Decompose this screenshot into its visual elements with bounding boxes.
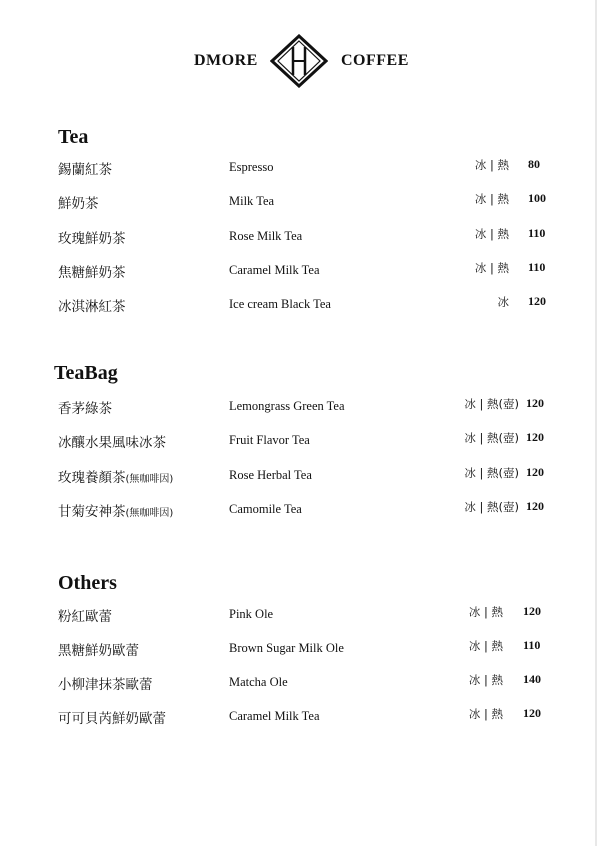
item-caffeine-note: (無咖啡因) — [125, 474, 174, 485]
item-english-name: Rose Milk Tea — [229, 229, 303, 243]
item-english-name: Pink Ole — [229, 607, 274, 621]
item-price: 110 — [523, 638, 541, 652]
item-chinese-name — [58, 397, 112, 417]
item-english-name: Milk Tea — [229, 194, 275, 208]
item-chinese-name-text: 焦糖鮮奶茶 — [58, 265, 126, 281]
item-chinese-name-text: 粉紅歐蕾 — [58, 609, 112, 625]
item-english-name: Caramel Milk Tea — [229, 263, 320, 277]
item-chinese-name-text: 鮮奶茶 — [58, 196, 99, 212]
item-english-name: Ice cream Black Tea — [229, 297, 331, 311]
item-english-name: Rose Herbal Tea — [229, 468, 312, 482]
item-chinese-name-text: 冰釀水果風味冰茶 — [58, 435, 166, 451]
item-english-name: Espresso — [229, 160, 274, 174]
item-caffeine-note: (無咖啡因) — [125, 508, 174, 519]
item-english-name: Lemongrass Green Tea — [229, 399, 345, 413]
item-price: 120 — [528, 294, 546, 308]
dmore-logo-icon — [270, 34, 328, 88]
item-chinese-name — [58, 673, 153, 693]
item-temperature-options: 冰 | 熱 — [474, 192, 509, 206]
menu-item — [0, 429, 597, 453]
item-english-name: Fruit Flavor Tea — [229, 433, 310, 447]
item-price: 120 — [526, 499, 544, 513]
item-chinese-name-text: 甘菊安神茶 — [58, 504, 126, 520]
item-price: 140 — [523, 672, 541, 686]
item-chinese-name — [58, 639, 139, 659]
item-price: 120 — [526, 430, 544, 444]
item-chinese-name-text: 玫瑰鮮奶茶 — [58, 231, 126, 247]
brand-name-left: DMORE — [194, 52, 258, 69]
menu-item — [0, 637, 597, 661]
item-temperature-options: 冰 | 熱 — [474, 261, 509, 275]
item-price: 80 — [528, 157, 540, 171]
item-price: 110 — [528, 226, 546, 240]
brand-name-right: COFFEE — [341, 52, 409, 69]
menu-item — [0, 498, 597, 522]
item-chinese-name-text: 錫蘭紅茶 — [58, 162, 112, 178]
item-chinese-name — [58, 431, 166, 451]
item-price: 120 — [526, 396, 544, 410]
item-chinese-name — [58, 605, 112, 625]
item-price: 120 — [526, 465, 544, 479]
item-price: 120 — [523, 604, 541, 618]
menu-item — [0, 156, 597, 180]
item-chinese-name-text: 冰淇淋紅茶 — [58, 299, 126, 315]
item-temperature-options: 冰 | 熱(壺) — [464, 500, 519, 514]
item-chinese-name-text: 小柳津抹茶歐蕾 — [58, 677, 153, 693]
menu-item — [0, 671, 597, 695]
item-price: 100 — [528, 191, 546, 205]
item-english-name: Matcha Ole — [229, 675, 288, 689]
item-english-name: Camomile Tea — [229, 502, 302, 516]
item-chinese-name — [58, 192, 99, 212]
item-chinese-name — [58, 295, 126, 315]
item-chinese-name — [58, 466, 173, 486]
item-chinese-name — [58, 261, 126, 281]
section-title: Others — [58, 572, 117, 594]
item-chinese-name — [58, 158, 112, 178]
item-english-name: Caramel Milk Tea — [229, 709, 320, 723]
item-chinese-name-text: 玫瑰養顏茶 — [58, 470, 126, 486]
item-price: 110 — [528, 260, 546, 274]
menu-item — [0, 293, 597, 317]
item-chinese-name — [58, 707, 166, 727]
menu-item — [0, 603, 597, 627]
section-title: Tea — [58, 126, 89, 148]
item-chinese-name — [58, 500, 173, 520]
item-temperature-options: 冰 | 熱 — [468, 639, 503, 653]
item-temperature-options: 冰 | 熱 — [474, 158, 509, 172]
menu-item — [0, 190, 597, 214]
menu-header — [0, 32, 597, 88]
item-temperature-options: 冰 | 熱 — [474, 227, 509, 241]
item-temperature-options: 冰 | 熱(壺) — [464, 397, 519, 411]
item-chinese-name — [58, 227, 126, 247]
item-temperature-options: 冰 | 熱(壺) — [464, 431, 519, 445]
menu-item — [0, 705, 597, 729]
item-temperature-options: 冰 | 熱(壺) — [464, 466, 519, 480]
item-temperature-options: 冰 | 熱 — [468, 605, 503, 619]
item-english-name: Brown Sugar Milk Ole — [229, 641, 344, 655]
section-title: TeaBag — [54, 362, 118, 384]
item-temperature-options: 冰 — [497, 295, 509, 309]
item-chinese-name-text: 香茅綠茶 — [58, 401, 112, 417]
menu-item — [0, 464, 597, 488]
item-chinese-name-text: 黑糖鮮奶歐蕾 — [58, 643, 139, 659]
item-temperature-options: 冰 | 熱 — [468, 707, 503, 721]
item-temperature-options: 冰 | 熱 — [468, 673, 503, 687]
menu-item — [0, 259, 597, 283]
menu-item — [0, 225, 597, 249]
menu-item — [0, 395, 597, 419]
item-price: 120 — [523, 706, 541, 720]
item-chinese-name-text: 可可貝芮鮮奶歐蕾 — [58, 711, 166, 727]
